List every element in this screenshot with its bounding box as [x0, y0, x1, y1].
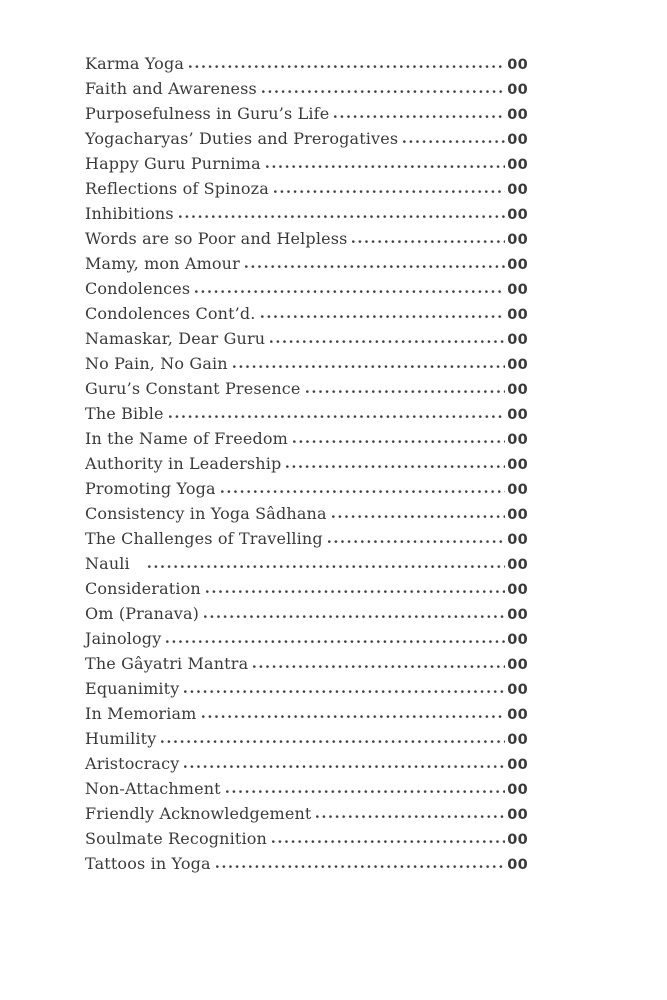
dot-leader	[316, 814, 505, 819]
entry-page-number: 00	[507, 707, 528, 723]
entry-title: Words are so Poor and Helpless	[85, 229, 348, 248]
dot-leader	[261, 314, 506, 319]
toc-entry	[85, 279, 528, 304]
toc-entry	[85, 254, 528, 279]
entry-title: Mamy, mon Amour	[85, 254, 240, 273]
toc-entry	[85, 729, 528, 754]
entry-title: Condolences Cont’d.	[85, 304, 256, 323]
dot-leader	[332, 514, 506, 519]
entry-title: Non-Attachment	[85, 779, 221, 798]
toc-entry	[85, 779, 528, 804]
toc-entry	[85, 304, 528, 329]
entry-title: Soulmate Recognition	[85, 829, 267, 848]
entry-page-number: 00	[507, 382, 528, 398]
toc-entry	[85, 579, 528, 604]
entry-title: The Challenges of Travelling	[85, 529, 323, 548]
entry-page-number: 00	[507, 57, 528, 73]
dot-leader	[226, 789, 505, 794]
entry-page-number: 00	[507, 582, 528, 598]
entry-page-number: 00	[507, 157, 528, 173]
entry-title: Consideration	[85, 579, 201, 598]
entry-title: Humility	[85, 729, 157, 748]
dot-leader	[204, 614, 505, 619]
dot-leader	[216, 864, 505, 869]
toc-entry	[85, 329, 528, 354]
entry-title: Faith and Awareness	[85, 79, 257, 98]
toc-entry	[85, 154, 528, 179]
entry-title: Aristocracy	[85, 754, 180, 773]
toc-entry	[85, 379, 528, 404]
entry-title: Reflections of Spinoza	[85, 179, 269, 198]
entry-page-number: 00	[507, 782, 528, 798]
dot-leader	[266, 164, 505, 169]
toc-entry	[85, 104, 528, 129]
entry-title: Yogacharyas’ Duties and Prerogatives	[85, 129, 399, 148]
entry-title: Consistency in Yoga Sâdhana	[85, 504, 327, 523]
toc-entry	[85, 179, 528, 204]
toc-entry	[85, 454, 528, 479]
toc-entry	[85, 204, 528, 229]
entry-page-number: 00	[507, 182, 528, 198]
dot-leader	[306, 389, 506, 394]
entry-page-number: 00	[507, 407, 528, 423]
entry-page-number: 00	[507, 632, 528, 648]
toc-entry	[85, 229, 528, 254]
entry-page-number: 00	[507, 307, 528, 323]
entry-page-number: 00	[507, 507, 528, 523]
entry-page-number: 00	[507, 532, 528, 548]
toc-entry	[85, 804, 528, 829]
entry-title: Purposefulness in Guru’s Life	[85, 104, 330, 123]
entry-page-number: 00	[507, 207, 528, 223]
toc-entry	[85, 829, 528, 854]
entry-page-number: 00	[507, 857, 528, 873]
entry-page-number: 00	[507, 657, 528, 673]
entry-page-number: 00	[507, 732, 528, 748]
entry-page-number: 00	[507, 557, 528, 573]
dot-leader	[334, 114, 505, 119]
entry-title: Condolences	[85, 279, 191, 298]
entry-title: Om (Pranava)	[85, 604, 200, 623]
entry-page-number: 00	[507, 432, 528, 448]
toc-entry	[85, 704, 528, 729]
entry-title: The Bible	[85, 404, 164, 423]
entry-title: Authority in Leadership	[85, 454, 282, 473]
toc-entry	[85, 854, 528, 879]
toc-entry	[85, 54, 528, 79]
dot-leader	[245, 264, 505, 269]
toc-entry	[85, 354, 528, 379]
entry-title: In the Name of Freedom	[85, 429, 288, 448]
dot-leader	[184, 689, 505, 694]
toc-entry	[85, 429, 528, 454]
entry-title: Happy Guru Purnima	[85, 154, 261, 173]
toc-entry	[85, 504, 528, 529]
dot-leader	[328, 539, 505, 544]
dot-leader	[206, 589, 505, 594]
dot-leader	[221, 489, 506, 494]
dot-leader	[166, 639, 505, 644]
entry-page-number: 00	[507, 357, 528, 373]
dot-leader	[286, 464, 505, 469]
entry-page-number: 00	[507, 832, 528, 848]
dot-leader	[195, 289, 505, 294]
toc-entry	[85, 129, 528, 154]
dot-leader	[274, 189, 505, 194]
dot-leader	[272, 839, 505, 844]
dot-leader	[202, 714, 506, 719]
toc-entry	[85, 404, 528, 429]
dot-leader	[161, 739, 505, 744]
entry-title: The Gâyatri Mantra	[85, 654, 249, 673]
dot-leader	[189, 64, 505, 69]
entry-page-number: 00	[507, 757, 528, 773]
toc-entry	[85, 654, 528, 679]
dot-leader	[179, 214, 505, 219]
dot-leader	[169, 414, 506, 419]
dot-leader	[262, 89, 505, 94]
entry-title: Friendly Acknowledgement	[85, 804, 312, 823]
entry-page-number: 00	[507, 282, 528, 298]
entry-page-number: 00	[507, 457, 528, 473]
entry-page-number: 00	[507, 482, 528, 498]
entry-page-number: 00	[507, 107, 528, 123]
entry-title: Jainology	[85, 629, 162, 648]
toc-entry	[85, 679, 528, 704]
dot-leader	[253, 664, 505, 669]
toc-entry	[85, 479, 528, 504]
entry-title: Nauli	[85, 554, 130, 573]
dot-leader	[184, 764, 505, 769]
toc-entry	[85, 79, 528, 104]
entry-title: Equanimity	[85, 679, 180, 698]
entry-title: In Memoriam	[85, 704, 197, 723]
entry-page-number: 00	[507, 807, 528, 823]
toc-entry	[85, 529, 528, 554]
entry-title: Guru’s Constant Presence	[85, 379, 301, 398]
toc-entry	[85, 754, 528, 779]
entry-title: Tattoos in Yoga	[85, 854, 211, 873]
entry-title: Promoting Yoga	[85, 479, 216, 498]
entry-title: Inhibitions	[85, 204, 174, 223]
toc-entry	[85, 554, 528, 579]
toc-entry	[85, 629, 528, 654]
dot-leader	[233, 364, 505, 369]
entry-title: Namaskar, Dear Guru	[85, 329, 266, 348]
dot-leader	[403, 139, 505, 144]
entry-page-number: 00	[507, 82, 528, 98]
entry-page-number: 00	[507, 132, 528, 148]
toc-entry	[85, 604, 528, 629]
dot-leader	[148, 564, 505, 569]
entry-page-number: 00	[507, 607, 528, 623]
entry-page-number: 00	[507, 682, 528, 698]
entry-page-number: 00	[507, 332, 528, 348]
toc-list	[85, 54, 528, 879]
dot-leader	[352, 239, 505, 244]
entry-page-number: 00	[507, 257, 528, 273]
entry-page-number: 00	[507, 232, 528, 248]
entry-title: Karma Yoga	[85, 54, 185, 73]
entry-title: No Pain, No Gain	[85, 354, 228, 373]
dot-leader	[270, 339, 505, 344]
dot-leader	[293, 439, 505, 444]
